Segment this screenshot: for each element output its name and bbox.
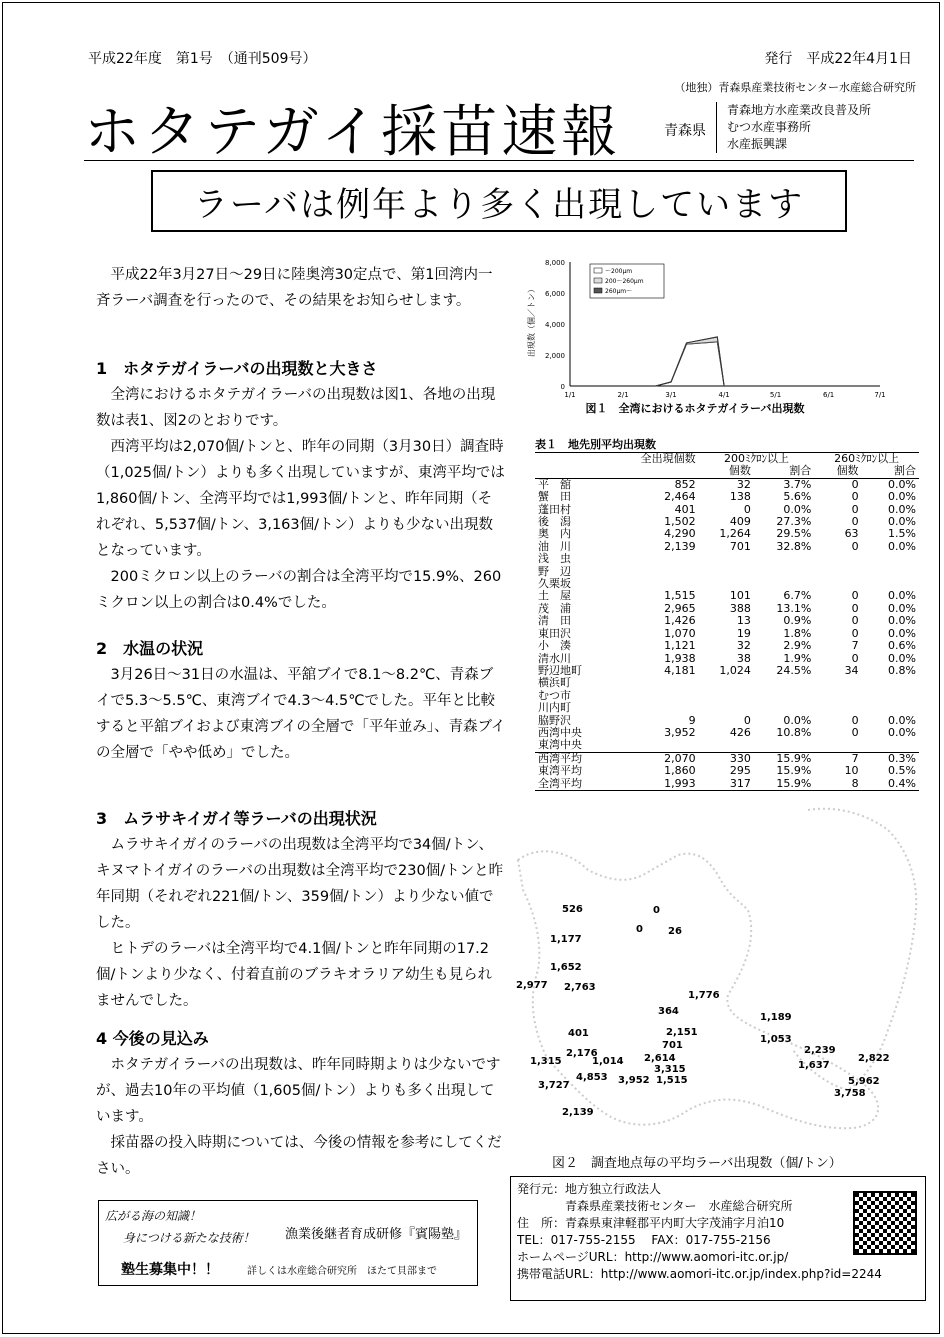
- table-cell: [609, 702, 699, 714]
- table-cell: 0: [851, 502, 859, 516]
- table-cell: 4,290: [664, 527, 696, 541]
- table-cell: [814, 690, 861, 702]
- table-header: 全出現個数: [640, 452, 696, 465]
- table-row-label: 浅 虫: [538, 552, 571, 566]
- y-tick-label: 2,000: [544, 352, 565, 360]
- table-cell: 1,121: [664, 639, 696, 653]
- x-tick-label: 2/1: [617, 391, 629, 399]
- table-cell: 0.0%: [888, 614, 916, 628]
- table-cell: 101: [729, 589, 751, 603]
- table-cell: 1.8%: [783, 626, 812, 640]
- table-cell: 0: [743, 713, 751, 727]
- table-cell: 0: [851, 589, 859, 603]
- table-cell: 0.4%: [888, 776, 916, 790]
- table-header-empty: [535, 465, 609, 478]
- table-cell: 1,860: [664, 764, 696, 778]
- publisher-label: 発行元：: [517, 1182, 566, 1196]
- y-axis-label: 出現数（個／トン）: [527, 285, 536, 357]
- table-cell: [814, 677, 861, 689]
- table-cell: 1,426: [664, 614, 696, 628]
- section-paragraph: ヒトデのラーバは全湾平均で4.1個/トンと昨年同期の17.2個/トンより少なく、付着直前のブラキオラリア幼生も見られませんでした。: [96, 941, 493, 1009]
- section-1: [96, 356, 506, 616]
- map-station-label: 1,177: [550, 934, 582, 945]
- table-row-label: 全湾平均: [538, 776, 582, 790]
- map-station-label: 0: [653, 905, 660, 916]
- map-station-label: 3,758: [834, 1088, 866, 1099]
- table-row-label: 野辺地町: [538, 663, 582, 677]
- table-cell: [754, 690, 814, 702]
- table-cell: 0.0%: [783, 502, 812, 516]
- issue-info: 平成22年度 第1号 （通刊509号）: [88, 51, 317, 67]
- table-cell: 0.0%: [783, 713, 812, 727]
- table-row: [535, 765, 919, 777]
- map-station-label: 3,952: [618, 1075, 650, 1086]
- table-cell: [699, 677, 754, 689]
- table-cell: [862, 702, 919, 714]
- table-cell: [609, 739, 699, 752]
- table-cell: [609, 566, 699, 578]
- y-tick-label: 8,000: [544, 259, 565, 267]
- table-cell: 1,938: [664, 651, 696, 665]
- table-cell: 2,464: [664, 490, 696, 504]
- table-row-label: 久栗坂: [538, 577, 571, 591]
- table-cell: 10.8%: [776, 725, 812, 739]
- table-cell: 13.1%: [776, 601, 812, 615]
- section-paragraph: 西湾平均は2,070個/トンと、昨年の同期（3月30日）調査時（1,025個/トン）よりも多く出現していますが、東湾平均では1,860個/トン、全湾平均では1,993個/トンと、昨年同期（それぞれ、5,537個/トン、3,163個/トン）よりも少ない出現数となっています。: [96, 439, 505, 559]
- table-cell: 0.8%: [888, 663, 916, 677]
- table-cell: [814, 702, 861, 714]
- mobile-link[interactable]: 携帯電話URL：http://www.aomori-itc.or.jp/index.php?id=2244: [517, 1267, 882, 1281]
- table-header-empty: [535, 453, 609, 466]
- table-cell: 2,965: [664, 601, 696, 615]
- x-tick-label: 4/1: [718, 391, 730, 399]
- table-cell: 1,502: [664, 515, 696, 529]
- table-cell: 1,515: [664, 589, 696, 603]
- table-cell: 7: [851, 751, 859, 765]
- table-cell: 852: [674, 477, 696, 491]
- table-row: [535, 615, 919, 627]
- table-cell: [699, 566, 754, 578]
- intro-text: 平成22年3月27日～29日に陸奥湾30定点で、第1回湾内一斉ラーバ調査を行ったので、その結果をお知らせします。: [96, 267, 493, 309]
- map-station-label: 5,962: [848, 1076, 880, 1087]
- publisher-name: 地方独立行政法人: [565, 1182, 662, 1196]
- map-station-label: 2,151: [666, 1027, 698, 1038]
- table-cell: 0: [851, 490, 859, 504]
- map-station-label: 1,189: [760, 1012, 792, 1023]
- section-4: [96, 1026, 506, 1182]
- table-row: [535, 541, 919, 553]
- table-cell: 8: [851, 776, 859, 790]
- map-station-label: 3,727: [538, 1080, 570, 1091]
- table-cell: [754, 553, 814, 565]
- table-cell: 6.7%: [783, 589, 812, 603]
- series-area-1: [656, 342, 725, 386]
- table-cell: [814, 553, 861, 565]
- table-row-label: 小 湊: [538, 639, 571, 653]
- table-cell: [814, 739, 861, 752]
- table-row: [535, 578, 919, 590]
- map-station-label: 401: [568, 1028, 589, 1039]
- table-cell: 2.9%: [783, 639, 812, 653]
- legend-swatch: [594, 288, 602, 293]
- table-cell: 19: [736, 626, 751, 640]
- section-heading: 1 ホタテガイラーバの出現数と大きさ: [96, 359, 378, 378]
- table-cell: [609, 690, 699, 702]
- x-tick-label: 7/1: [874, 391, 886, 399]
- table-cell: 13: [736, 614, 751, 628]
- table-cell: [699, 690, 754, 702]
- chart-title: 図１ 全湾におけるホタテガイラーバ出現数: [585, 402, 805, 415]
- page-title: ホタテガイ採苗速報: [84, 100, 622, 165]
- table-row: [535, 727, 919, 739]
- table-cell: [862, 690, 919, 702]
- x-tick-label: 3/1: [665, 391, 677, 399]
- section-paragraph: 3月26日～31日の水温は、平舘ブイで8.1～8.2℃、青森ブイで5.3～5.5℃、東湾ブイで4.3～4.5℃でした。平年と比較すると平舘ブイおよび東湾ブイの全層で「平年並み」、青森ブイの全層で「やや低め」でした。: [96, 667, 506, 761]
- table-row-label: 後 潟: [538, 515, 571, 529]
- table-cell: 0.3%: [888, 751, 916, 765]
- table-row-label: 野 辺: [538, 564, 571, 578]
- table-row: [535, 752, 919, 765]
- table-row-label: 奥 内: [538, 527, 571, 541]
- table-cell: 138: [729, 490, 751, 504]
- table-row: [535, 491, 919, 503]
- table-cell: 0.0%: [888, 589, 916, 603]
- table-cell: 295: [729, 764, 751, 778]
- table-cell: 0: [851, 614, 859, 628]
- table-cell: 0: [851, 515, 859, 529]
- table-row-label: 西湾中央: [538, 725, 582, 739]
- table-cell: 0: [851, 713, 859, 727]
- table-cell: 7: [851, 639, 859, 653]
- table-cell: [862, 566, 919, 578]
- table-cell: 0.0%: [888, 490, 916, 504]
- table-cell: 0: [851, 539, 859, 553]
- table-cell: 0: [743, 502, 751, 516]
- legend-label: 200～260μm: [605, 278, 644, 285]
- table-cell: 0.0%: [888, 515, 916, 529]
- table-cell: 0: [851, 477, 859, 491]
- section-heading: 4 今後の見込み: [96, 1029, 209, 1048]
- table-row: [535, 702, 919, 714]
- table-cell: 34: [844, 663, 859, 677]
- table-row: [535, 690, 919, 702]
- table-cell: 1,993: [664, 776, 696, 790]
- map-station-label: 1,014: [592, 1056, 624, 1067]
- table-cell: 15.9%: [776, 776, 812, 790]
- section-3: [96, 806, 506, 1014]
- table-cell: 388: [729, 601, 751, 615]
- table-cell: [754, 739, 814, 752]
- table-row-label: 東湾平均: [538, 764, 582, 778]
- school-recruit: 塾生募集中！！: [121, 1262, 219, 1278]
- table-row-label: 東田沢: [538, 626, 571, 640]
- address: 住 所：青森県東津軽郡平内町大字茂浦字月泊10: [517, 1216, 785, 1230]
- map-station-label: 2,822: [858, 1053, 890, 1064]
- table-cell: 1,070: [664, 626, 696, 640]
- table-cell: [754, 677, 814, 689]
- figure-2-map: [508, 800, 928, 1171]
- table-row: [535, 715, 919, 727]
- school-program: 漁業後継者育成研修『賓陽塾』: [285, 1227, 468, 1242]
- table-row-label: 清 田: [538, 614, 571, 628]
- table-row: [535, 603, 919, 615]
- map-station-label: 364: [658, 1006, 679, 1017]
- prefecture: 青森県: [664, 123, 706, 139]
- table-cell: 0.0%: [888, 477, 916, 491]
- map-station-label: 526: [562, 904, 583, 915]
- map-station-label: 1,515: [656, 1075, 688, 1086]
- table-row: [535, 590, 919, 602]
- figure-1: [508, 250, 904, 425]
- table-cell: 3,952: [664, 725, 696, 739]
- section-paragraph: 全湾におけるホタテガイラーバの出現数は図1、各地の出現数は表1、図2のとおりです。: [96, 387, 496, 429]
- table-cell: [754, 566, 814, 578]
- section-heading: 3 ムラサキイガイ等ラーバの出現状況: [96, 809, 377, 828]
- school-detail: 詳しくは水産総合研究所 ほたて貝部まで: [247, 1266, 437, 1277]
- y-tick-label: 4,000: [544, 321, 565, 329]
- office-item: 青森地方水産業改良普及所: [727, 103, 872, 117]
- table-caption: 表１ 地先別平均出現数: [535, 438, 656, 451]
- x-tick-label: 5/1: [769, 391, 782, 399]
- section-paragraph: ムラサキイガイのラーバの出現数は全湾平均で34個/トン、キヌマトイガイのラーバの出現数は全湾平均で230個/トンと昨年同期（それぞれ221個/トン、359個/トン）より少ない値でした。: [96, 837, 504, 931]
- table-cell: 0.9%: [783, 614, 812, 628]
- larvae-table: [535, 452, 919, 791]
- map-station-label: 2,139: [562, 1107, 594, 1118]
- table-cell: 63: [844, 527, 859, 541]
- table-header-empty: [609, 465, 699, 478]
- table-1: [535, 436, 919, 791]
- table-header: 260ﾐｸﾛﾝ以上: [834, 452, 900, 465]
- map-station-label: 2,614: [644, 1053, 676, 1064]
- table-row-label: 油 川: [538, 539, 571, 553]
- legend-label: 260μm～: [605, 288, 633, 295]
- map-station-label: 1,637: [798, 1060, 830, 1071]
- table-cell: 24.5%: [776, 663, 812, 677]
- table-cell: 5.6%: [783, 490, 812, 504]
- table-subheader: 割合: [789, 464, 812, 478]
- map-station-label: 4,853: [576, 1072, 608, 1083]
- table-row-label: 西湾平均: [538, 751, 582, 765]
- map-station-label: 1,315: [530, 1056, 562, 1067]
- table-cell: 0: [851, 725, 859, 739]
- table-cell: 1,024: [719, 663, 751, 677]
- table-row-label: むつ市: [538, 688, 571, 702]
- table-cell: 9: [688, 713, 696, 727]
- x-tick-label: 6/1: [822, 391, 835, 399]
- table-cell: 401: [674, 502, 696, 516]
- headline-banner: ラーバは例年より多く出現しています: [151, 170, 847, 232]
- table-row-label: 茂 浦: [538, 601, 571, 615]
- table-row: [535, 478, 919, 491]
- map-station-label: 2,763: [564, 982, 596, 993]
- table-cell: 317: [729, 776, 751, 790]
- map-station-label: 1,053: [760, 1034, 792, 1045]
- table-cell: 29.5%: [776, 527, 812, 541]
- table-cell: 426: [729, 725, 751, 739]
- contact-box: [510, 1176, 926, 1301]
- table-row: [535, 553, 919, 565]
- table-cell: 330: [729, 751, 751, 765]
- table-cell: 0.5%: [888, 764, 916, 778]
- table-cell: 4,181: [664, 663, 696, 677]
- table-row-label: 蟹 田: [538, 490, 571, 504]
- table-header: 200ﾐｸﾛﾝ以上: [723, 452, 789, 465]
- table-cell: 701: [729, 539, 751, 553]
- office-list: [716, 102, 871, 153]
- table-cell: 2,139: [664, 539, 696, 553]
- x-tick-label: 1/1: [564, 391, 576, 399]
- organization: （地独）青森県産業技術センター水産総合研究所: [674, 81, 916, 94]
- table-cell: 0.0%: [888, 651, 916, 665]
- section-heading: 2 水温の状況: [96, 639, 204, 658]
- table-cell: 15.9%: [776, 764, 812, 778]
- table-row-label: 横浜町: [538, 676, 571, 690]
- map-station-label: 701: [662, 1040, 683, 1051]
- school-slogan-1: 広がる海の知識！: [105, 1209, 202, 1223]
- office-item: むつ水産事務所: [727, 120, 812, 134]
- map-station-label: 3,315: [654, 1064, 686, 1075]
- table-cell: 1,264: [719, 527, 751, 541]
- office-item: 水産振興課: [727, 137, 788, 151]
- table-cell: 38: [736, 651, 751, 665]
- table-cell: [699, 739, 754, 752]
- table-cell: [699, 553, 754, 565]
- table-cell: [609, 677, 699, 689]
- map-station-label: 26: [668, 926, 682, 937]
- table-cell: 2,070: [664, 751, 696, 765]
- table-cell: 0: [851, 651, 859, 665]
- table-cell: [862, 677, 919, 689]
- table-cell: 32: [736, 639, 751, 653]
- table-row-label: 東湾中央: [538, 738, 582, 752]
- map-station-label: 2,977: [516, 980, 548, 991]
- map-caption: 図２ 調査地点毎の平均ラーバ出現数（個/トン）: [552, 1156, 842, 1171]
- section-paragraph: ホタテガイラーバの出現数は、昨年同時期よりは少ないですが、過去10年の平均値（1,605個/トン）よりも多く出現しています。: [96, 1057, 501, 1125]
- section-paragraph: 200ミクロン以上のラーバの割合は全湾平均で15.9%、260ミクロン以上の割合は0.4%でした。: [96, 569, 502, 611]
- table-cell: 0: [851, 626, 859, 640]
- table-row-label: 川内町: [538, 701, 571, 715]
- table-row-label: 脇野沢: [538, 713, 571, 727]
- table-cell: [862, 739, 919, 752]
- table-subheader: 割合: [894, 464, 916, 478]
- table-row: [535, 739, 919, 752]
- table-row: [535, 566, 919, 578]
- table-cell: 1.9%: [783, 651, 812, 665]
- school-slogan-2: 身につける新たな技術！: [123, 1231, 255, 1245]
- table-cell: 0.0%: [888, 539, 916, 553]
- y-tick-label: 0: [560, 383, 565, 391]
- training-notice: [98, 1200, 478, 1286]
- map-station-label: 2,239: [804, 1045, 836, 1056]
- table-cell: 0.0%: [888, 626, 916, 640]
- table-row-label: 蓬田村: [538, 502, 571, 516]
- table-row: [535, 640, 919, 652]
- table-row-label: 平 舘: [538, 477, 571, 491]
- table-row: [535, 665, 919, 677]
- table-cell: [754, 702, 814, 714]
- map-station-label: 2,176: [566, 1048, 598, 1059]
- table-cell: [699, 702, 754, 714]
- legend-label: ～200μm: [605, 268, 633, 275]
- intro-paragraph: [96, 262, 506, 314]
- header-divider: [84, 160, 914, 161]
- table-row: [535, 778, 919, 791]
- publisher-name-2: 青森県産業技術センター 水産総合研究所: [565, 1199, 793, 1213]
- legend-swatch: [594, 278, 602, 283]
- table-cell: 0.0%: [888, 601, 916, 615]
- map-station-label: 1,652: [550, 962, 582, 973]
- publish-date: 発行 平成22年4月1日: [764, 51, 912, 67]
- table-row-label: 土 屋: [538, 589, 571, 603]
- table-cell: 0.0%: [888, 725, 916, 739]
- table-cell: 0: [851, 601, 859, 615]
- table-row: [535, 677, 919, 689]
- map-station-label: 0: [636, 924, 643, 935]
- table-cell: [609, 553, 699, 565]
- homepage-link[interactable]: ホームページURL：http://www.aomori-itc.or.jp/: [517, 1250, 789, 1264]
- qr-code-icon: [853, 1191, 917, 1255]
- table-cell: 409: [729, 515, 751, 529]
- table-cell: 0.0%: [888, 502, 916, 516]
- legend-swatch: [594, 268, 602, 273]
- table-cell: 27.3%: [776, 515, 812, 529]
- table-subheader: 個数: [836, 464, 859, 478]
- table-cell: 3.7%: [783, 477, 812, 491]
- table-row: [535, 528, 919, 540]
- table-row: [535, 504, 919, 516]
- section-2: [96, 636, 506, 766]
- table-cell: [814, 566, 861, 578]
- map-station-label: 1,776: [688, 990, 720, 1001]
- phone-fax: TEL：017-755-2155 FAX：017-755-2156: [517, 1233, 771, 1247]
- table-cell: 0.6%: [888, 639, 916, 653]
- table-cell: 15.9%: [776, 751, 812, 765]
- table-cell: 1.5%: [888, 527, 916, 541]
- section-paragraph: 採苗器の投入時期については、今後の情報を参考にしてください。: [96, 1135, 502, 1177]
- table-cell: 32.8%: [776, 539, 812, 553]
- y-tick-label: 6,000: [544, 290, 565, 298]
- table-row: [535, 628, 919, 640]
- table-subheader: 個数: [728, 464, 751, 478]
- table-cell: 10: [844, 764, 859, 778]
- larvae-chart: [508, 250, 904, 428]
- table-cell: 0.0%: [888, 713, 916, 727]
- table-row-label: 清水川: [538, 651, 571, 665]
- table-cell: 32: [736, 477, 751, 491]
- table-cell: [862, 553, 919, 565]
